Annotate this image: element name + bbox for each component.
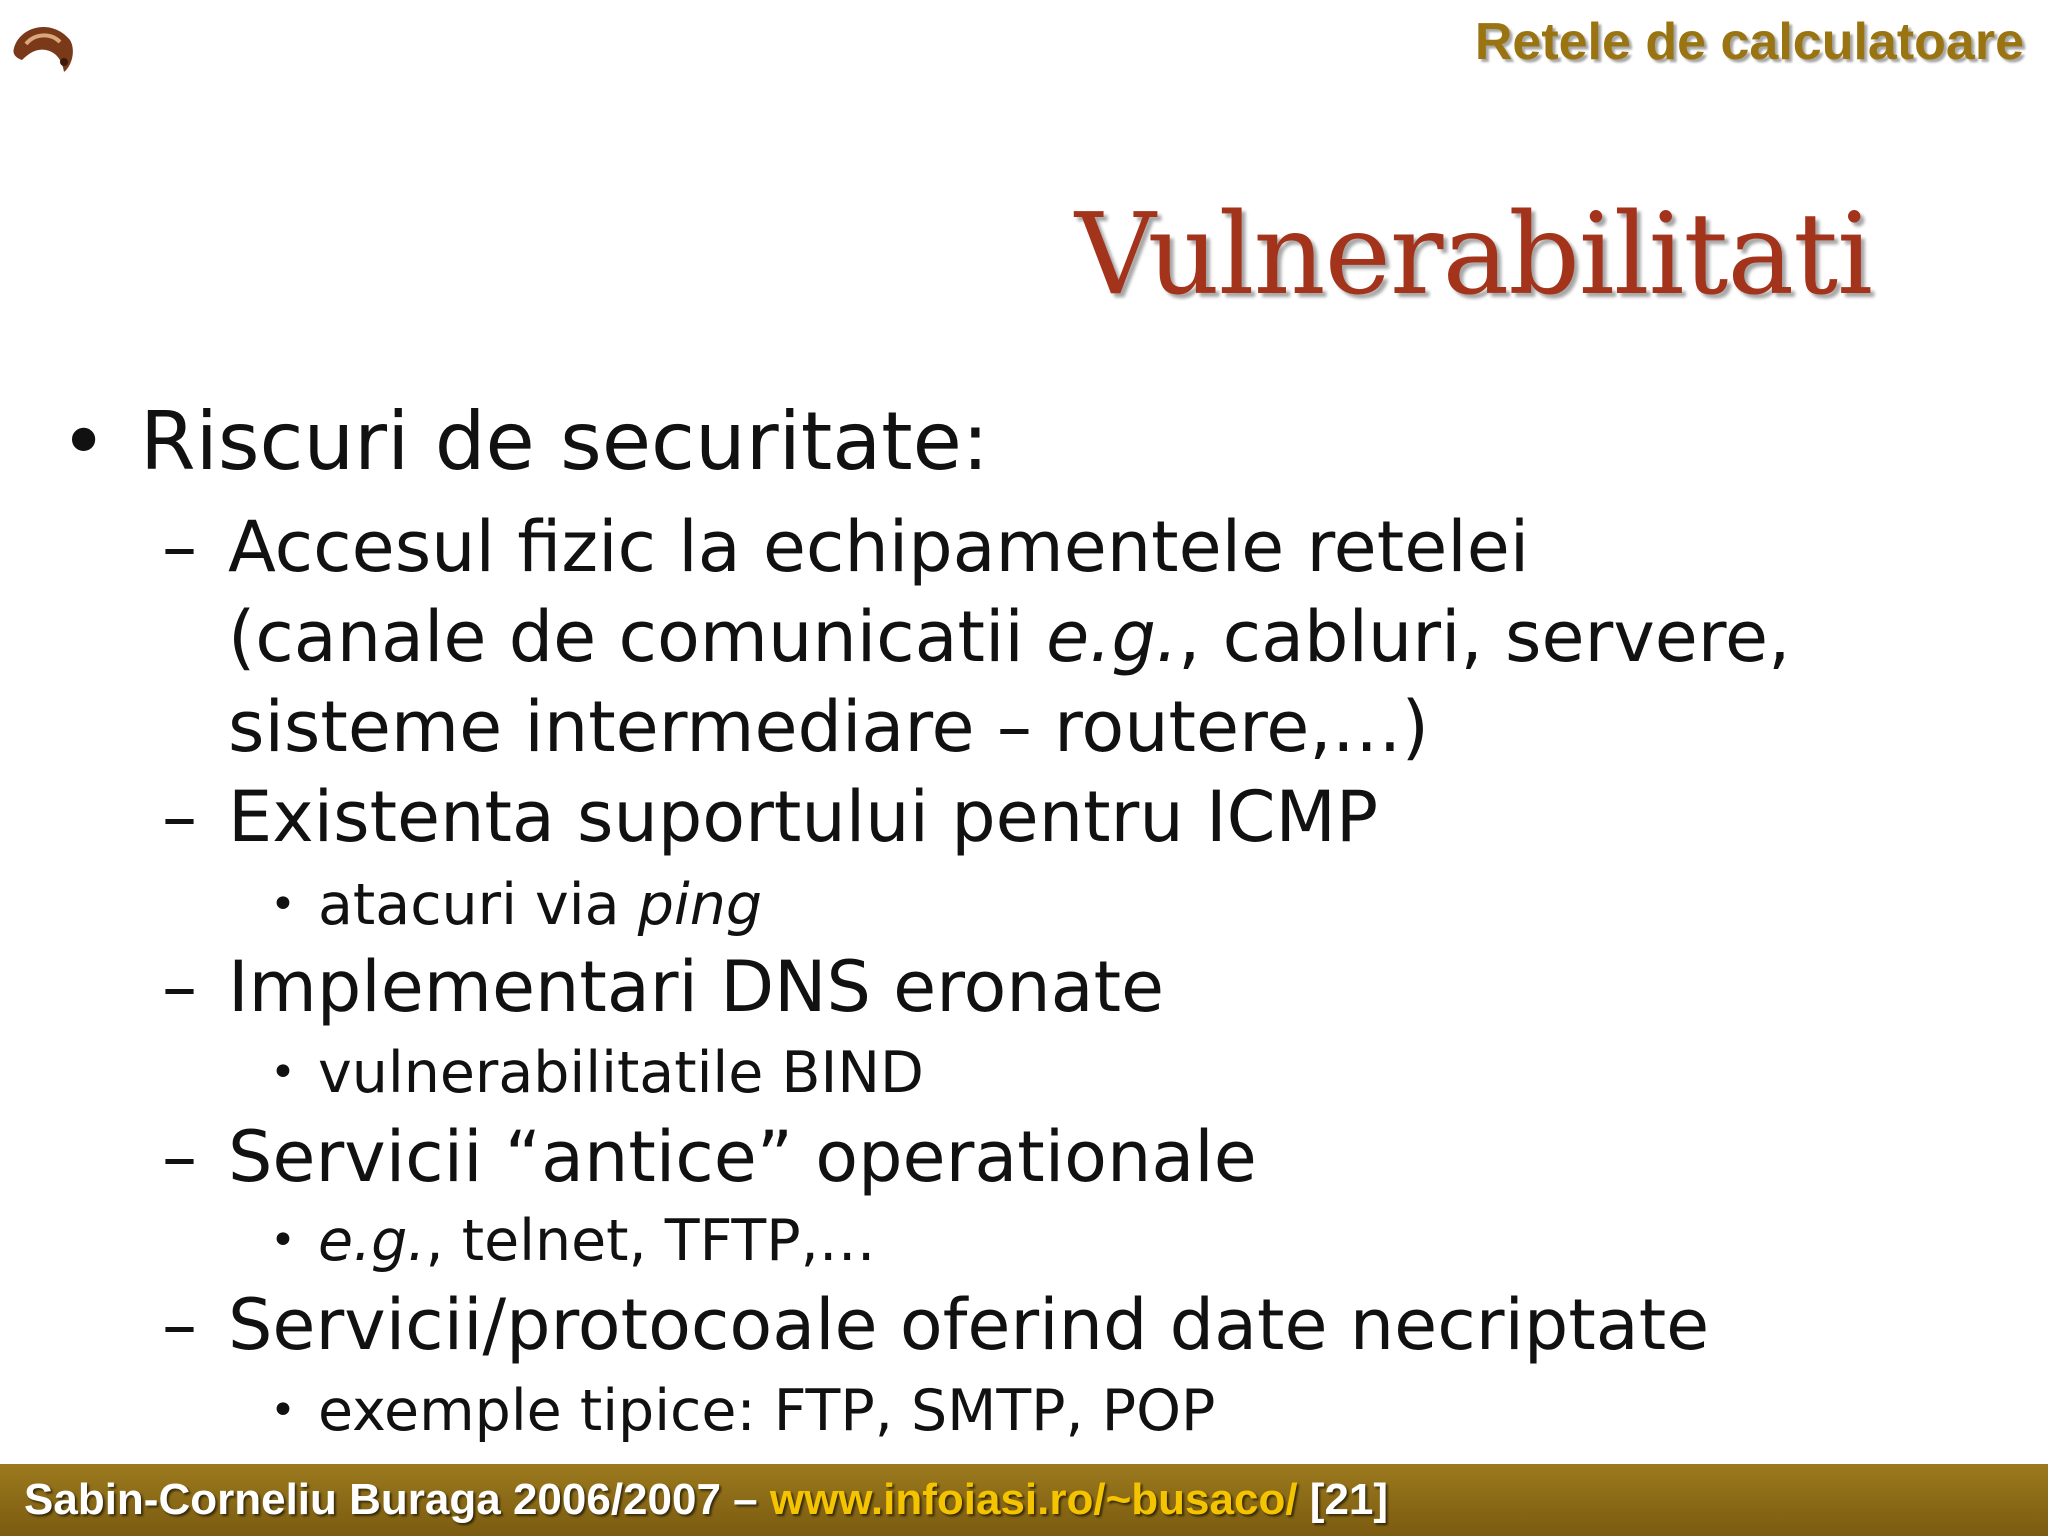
bullet-mark: • xyxy=(60,395,108,488)
footer-author: Sabin-Corneliu Buraga 2006/2007 – xyxy=(24,1475,770,1524)
footer-bar xyxy=(0,1464,2048,1536)
sub-bullet-mark: • xyxy=(270,879,296,930)
sub-bullet-mark: • xyxy=(270,1385,296,1436)
sub-item-text: exemple tipice: FTP, SMTP, POP xyxy=(318,1378,1216,1444)
footer-url-link[interactable]: www.infoiasi.ro/~busaco/ xyxy=(769,1475,1298,1524)
dash-mark: – xyxy=(162,506,197,588)
list-item-text: Servicii “antice” operationale xyxy=(228,1116,1257,1198)
sub-bullet-mark: • xyxy=(270,1215,296,1266)
italic-segment: e.g. xyxy=(1046,596,1179,678)
slide-title: Vulnerabilitati xyxy=(1074,190,1872,320)
text-segment: atacuri via xyxy=(318,872,638,938)
list-item-text: Accesul fizic la echipamentele retelei xyxy=(228,506,1530,588)
text-segment: , cabluri, servere, xyxy=(1178,596,1791,678)
main-bullet-text: Riscuri de securitate: xyxy=(140,395,989,488)
list-item-text: sisteme intermediare – routere,…) xyxy=(228,686,1429,768)
dash-mark: – xyxy=(162,946,197,1028)
italic-segment: e.g. xyxy=(318,1208,426,1274)
dash-mark: – xyxy=(162,776,197,858)
list-item-text: Implementari DNS eronate xyxy=(228,946,1165,1028)
logo-icon xyxy=(6,10,78,82)
italic-segment: ping xyxy=(637,872,763,938)
list-item-text: Existenta suportului pentru ICMP xyxy=(228,776,1379,858)
text-segment: (canale de comunicatii xyxy=(228,596,1047,678)
sub-item-text: vulnerabilitatile BIND xyxy=(318,1040,924,1106)
sub-bullet-mark: • xyxy=(270,1047,296,1098)
main-bullet xyxy=(60,395,989,488)
text-segment: , telnet, TFTP,… xyxy=(425,1208,876,1274)
page-number: [21] xyxy=(1297,1475,1389,1524)
dash-mark: – xyxy=(162,1116,197,1198)
dash-mark: – xyxy=(162,1284,197,1366)
list-item-text: Servicii/protocoale oferind date necriptate xyxy=(228,1284,1710,1366)
course-title: Retele de calculatoare xyxy=(1474,13,2024,71)
